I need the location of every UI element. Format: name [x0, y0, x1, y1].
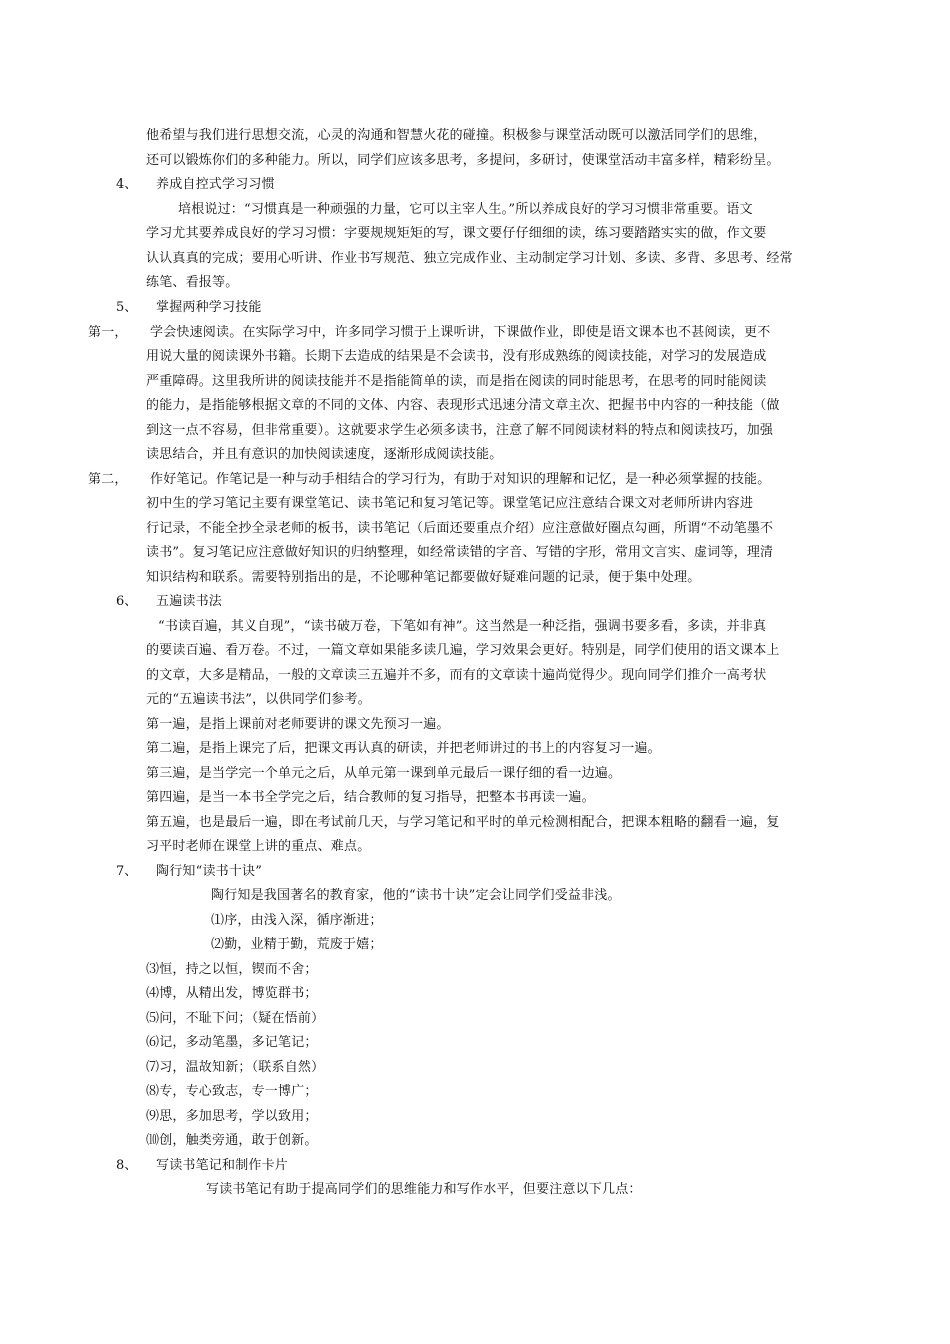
body-text-line: 用说大量的阅读课外书籍。长期下去造成的结果是不会读书，没有形成熟练的阅读技能，对学习的发展造成	[146, 349, 767, 364]
list-item: ⑹记，多动笔墨，多记笔记；	[146, 1035, 318, 1050]
paragraph-label: 第二，	[88, 472, 128, 487]
body-text-line: 认认真真的完成；要用心听讲、作业书写规范、独立完成作业、主动制定学习计划、多读、多背、多思考、经常	[146, 251, 793, 266]
section-heading: 掌握两种学习技能	[156, 300, 262, 315]
list-item: ⑶恒，持之以恒，锲而不舍；	[146, 962, 318, 977]
section-heading: 写读书笔记和制作卡片	[156, 1158, 289, 1173]
body-text-line: 他希望与我们进行思想交流，心灵的沟通和智慧火花的碰撞。积极参与课堂活动既可以激活同学们的思维，	[146, 128, 767, 143]
body-text-line: 第三遍，是当学完一个单元之后，从单元第一课到单元最后一课仔细的看一边遍。	[146, 766, 622, 781]
list-item: ⑴序，由浅入深，循序渐进；	[211, 913, 383, 928]
body-text-line: 第二遍，是指上课完了后，把课文再认真的研读，并把老师讲过的书上的内容复习一遍。	[146, 741, 661, 756]
body-text-line: 练笔、看报等。	[146, 275, 239, 290]
section-number: 6、	[116, 594, 138, 609]
body-text-line: 学会快速阅读。在实际学习中，许多同学习惯于上课听讲，下课做作业，即使是语文课本也不甚阅读，更不	[150, 325, 771, 340]
list-item: ⑺习，温故知新；（联系自然）	[146, 1060, 325, 1075]
body-text-line: 初中生的学习笔记主要有课堂笔记、读书笔记和复习笔记等。课堂笔记应注意结合课文对老师所讲内容进	[146, 496, 754, 511]
body-text-line: 第四遍，是当一本书全学完之后，结合教师的复习指导，把整本书再读一遍。	[146, 790, 595, 805]
body-text-line: 学习尤其要养成良好的学习习惯：字要规规矩矩的写，课文要仔仔细细的读，练习要踏踏实实的做，作文要	[146, 226, 767, 241]
body-text-line: “书读百遍，其义自现”，“读书破万卷，下笔如有神”。这当然是一种泛指，强调书要多看，多读，并非真	[158, 619, 767, 634]
list-item: ⑽创，触类旁通，敢于创新。	[146, 1133, 318, 1148]
body-text-line: 写读书笔记有助于提高同学们的思维能力和写作水平，但要注意以下几点：	[206, 1182, 642, 1197]
body-text-line: 作好笔记。作笔记是一种与动手相结合的学习行为，有助于对知识的理解和记忆，是一种必须掌握的技能。	[150, 472, 771, 487]
body-text-line: 读思结合，并且有意识的加快阅读速度，逐渐形成阅读技能。	[146, 447, 503, 462]
list-item: ⑷博，从精出发，博览群书；	[146, 986, 318, 1001]
section-number: 4、	[116, 177, 138, 192]
body-text-line: 的文章，大多是精品，一般的文章读三五遍并不多，而有的文章读十遍尚觉得少。现向同学们推介一高考状	[146, 668, 767, 683]
body-text-line: 习平时老师在课堂上讲的重点、难点。	[146, 839, 371, 854]
section-heading: 陶行知“读书十诀”	[156, 864, 263, 879]
body-text-line: 到这一点不容易，但非常重要）。这就要求学生必须多读书，注意了解不同阅读材料的特点和阅读技巧，加强	[146, 423, 774, 438]
paragraph-label: 第一，	[88, 325, 128, 340]
section-number: 5、	[116, 300, 138, 315]
body-text-line: 培根说过：“习惯真是一种顽强的力量，它可以主宰人生。”所以养成良好的学习习惯非常重要。语文	[178, 202, 753, 217]
list-item: ⑻专，专心致志，专一博广；	[146, 1084, 318, 1099]
section-number: 7、	[116, 864, 138, 879]
body-text-line: 读书”。复习笔记应注意做好知识的归纳整理，如经常读错的字音、写错的字形，常用文言实、虚词等，理清	[146, 545, 774, 560]
body-text-line: 元的“五遍读书法”，以供同学们参考。	[146, 692, 371, 707]
body-text-line: 陶行知是我国著名的教育家，他的“读书十诀”定会让同学们受益非浅。	[211, 888, 621, 903]
body-text-line: 严重障碍。这里我所讲的阅读技能并不是指能简单的读，而是指在阅读的同时能思考，在思考的同时能阅读	[146, 374, 767, 389]
body-text-line: 的要读百遍、看万卷。不过，一篇文章如果能多读几遍，学习效果会更好。特别是，同学们使用的语文课本上	[146, 643, 780, 658]
list-item: ⑸问，不耻下问；（疑在悟前）	[146, 1011, 325, 1026]
section-heading: 五遍读书法	[156, 594, 223, 609]
list-item: ⑵勤，业精于勤，荒废于嬉；	[211, 937, 383, 952]
body-text-line: 知识结构和联系。需要特别指出的是，不论哪种笔记都要做好疑难问题的记录，便于集中处理。	[146, 570, 701, 585]
body-text-line: 第一遍，是指上课前对老师要讲的课文先预习一遍。	[146, 717, 450, 732]
body-text-line: 还可以锻炼你们的多种能力。所以，同学们应该多思考，多提问，多研讨，使课堂活动丰富多样，精彩纷呈。	[146, 153, 780, 168]
section-number: 8、	[116, 1158, 138, 1173]
body-text-line: 第五遍，也是最后一遍，即在考试前几天，与学习笔记和平时的单元检测相配合，把课本粗略的翻看一遍，复	[146, 815, 780, 830]
body-text-line: 的能力，是指能够根据文章的不同的文体、内容、表现形式迅速分清文章主次、把握书中内容的一种技能（做	[146, 398, 780, 413]
section-heading: 养成自控式学习习惯	[156, 177, 275, 192]
body-text-line: 行记录，不能全抄全录老师的板书，读书笔记（后面还要重点介绍）应注意做好圈点勾画，所谓“不动笔墨不	[146, 521, 774, 536]
list-item: ⑼思，多加思考，学以致用；	[146, 1109, 318, 1124]
